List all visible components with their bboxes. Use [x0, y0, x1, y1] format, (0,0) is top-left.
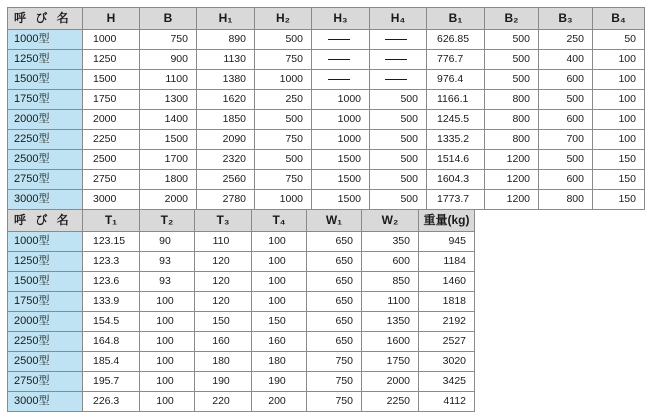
table-cell: 50 — [593, 30, 645, 50]
table-cell: 776.7 — [427, 50, 485, 70]
table-cell: 1000 — [83, 30, 140, 50]
table-row — [8, 130, 645, 150]
table-row — [8, 110, 645, 130]
table-cell: 1300 — [140, 90, 197, 110]
table-cell: 650 — [307, 232, 362, 252]
table-cell: 2560 — [197, 170, 255, 190]
table-cell: 200 — [252, 392, 307, 412]
column-header: H₁ — [197, 8, 255, 30]
table-cell: 154.5 — [83, 312, 140, 332]
table-cell: 1750 — [362, 352, 419, 372]
table-cell: 1200 — [485, 170, 539, 190]
table-cell: 1100 — [140, 70, 197, 90]
table-cell: 1460 — [419, 272, 475, 292]
table-cell: 500 — [485, 50, 539, 70]
table-cell: 2000 — [362, 372, 419, 392]
table-cell: 195.7 — [83, 372, 140, 392]
model-name-cell: 2750型 — [8, 170, 83, 190]
table-row — [8, 312, 475, 332]
table-cell: 90 — [140, 232, 195, 252]
table-cell: 110 — [195, 232, 252, 252]
table-cell: 650 — [307, 272, 362, 292]
model-name-cell: 2250型 — [8, 130, 83, 150]
table-cell: 2780 — [197, 190, 255, 210]
table-cell: 1000 — [255, 70, 312, 90]
table-cell: 250 — [539, 30, 593, 50]
dash-mark — [328, 39, 350, 40]
table-cell: 123.6 — [83, 272, 140, 292]
table-cell: 600 — [539, 110, 593, 130]
table-cell: 3020 — [419, 352, 475, 372]
table-cell: 850 — [362, 272, 419, 292]
table-cell: 500 — [255, 150, 312, 170]
table-cell: 1350 — [362, 312, 419, 332]
table-cell: 93 — [140, 252, 195, 272]
table-cell: 164.8 — [83, 332, 140, 352]
table-cell — [312, 70, 370, 90]
table-cell: 185.4 — [83, 352, 140, 372]
table-row — [8, 392, 475, 412]
column-header: 重量(kg) — [419, 210, 475, 232]
table-cell: 500 — [255, 30, 312, 50]
table-cell: 100 — [252, 232, 307, 252]
table-2-header — [8, 210, 475, 232]
table-cell: 100 — [593, 90, 645, 110]
table-cell: 123.15 — [83, 232, 140, 252]
table-cell: 945 — [419, 232, 475, 252]
table-cell: 750 — [307, 352, 362, 372]
model-name-cell: 2250型 — [8, 332, 83, 352]
table-cell: 1245.5 — [427, 110, 485, 130]
column-header: B₄ — [593, 8, 645, 30]
dimension-table-2 — [7, 209, 475, 412]
column-header: B₃ — [539, 8, 593, 30]
table-cell — [370, 30, 427, 50]
table-cell: 93 — [140, 272, 195, 292]
table-cell: 500 — [370, 150, 427, 170]
table-cell: 600 — [539, 170, 593, 190]
model-name-cell: 1250型 — [8, 252, 83, 272]
table-cell: 1773.7 — [427, 190, 485, 210]
table-cell: 750 — [255, 130, 312, 150]
table-cell: 750 — [255, 50, 312, 70]
table-cell: 190 — [195, 372, 252, 392]
table-cell: 1500 — [312, 150, 370, 170]
model-name-cell: 2750型 — [8, 372, 83, 392]
table-cell: 1166.1 — [427, 90, 485, 110]
table-cell: 120 — [195, 272, 252, 292]
model-name-cell: 1000型 — [8, 232, 83, 252]
table-cell: 150 — [593, 150, 645, 170]
model-name-cell: 1000型 — [8, 30, 83, 50]
table-cell: 4112 — [419, 392, 475, 412]
table-cell: 100 — [140, 332, 195, 352]
table-row — [8, 150, 645, 170]
table-row — [8, 232, 475, 252]
table-row — [8, 50, 645, 70]
table-cell: 1500 — [83, 70, 140, 90]
table-cell: 100 — [140, 352, 195, 372]
table-cell: 500 — [370, 110, 427, 130]
model-name-cell: 1750型 — [8, 90, 83, 110]
table-row — [8, 30, 645, 50]
table-cell: 500 — [370, 170, 427, 190]
dash-mark — [328, 59, 350, 60]
table-cell: 750 — [255, 170, 312, 190]
column-header: B₁ — [427, 8, 485, 30]
table-cell: 900 — [140, 50, 197, 70]
table-cell: 1500 — [140, 130, 197, 150]
table-cell: 2500 — [83, 150, 140, 170]
table-cell: 1000 — [312, 110, 370, 130]
table-cell: 160 — [195, 332, 252, 352]
table-cell: 190 — [252, 372, 307, 392]
table-cell: 1335.2 — [427, 130, 485, 150]
table-cell: 1750 — [83, 90, 140, 110]
column-header: H₃ — [312, 8, 370, 30]
table-row — [8, 252, 475, 272]
table-cell: 600 — [362, 252, 419, 272]
table-cell: 2192 — [419, 312, 475, 332]
table-cell: 1200 — [485, 190, 539, 210]
model-name-cell: 2000型 — [8, 312, 83, 332]
table-cell: 1400 — [140, 110, 197, 130]
column-header-name: 呼 び 名 — [8, 8, 83, 30]
table-cell: 150 — [252, 312, 307, 332]
table-cell: 650 — [307, 292, 362, 312]
table-cell: 100 — [593, 50, 645, 70]
table-cell: 650 — [307, 332, 362, 352]
table-row — [8, 170, 645, 190]
table-cell: 150 — [593, 190, 645, 210]
table-cell: 1500 — [312, 190, 370, 210]
table-cell — [312, 30, 370, 50]
table-cell: 100 — [140, 392, 195, 412]
model-name-cell: 2500型 — [8, 150, 83, 170]
table-cell: 500 — [539, 90, 593, 110]
table-cell: 1514.6 — [427, 150, 485, 170]
table-cell: 100 — [593, 70, 645, 90]
table-cell: 626.85 — [427, 30, 485, 50]
table-cell: 2250 — [83, 130, 140, 150]
table-cell: 1000 — [312, 90, 370, 110]
table-cell: 500 — [485, 30, 539, 50]
table-row — [8, 352, 475, 372]
table-cell: 1000 — [312, 130, 370, 150]
dimension-table-1 — [7, 7, 645, 210]
table-cell: 1800 — [140, 170, 197, 190]
table-cell: 100 — [252, 292, 307, 312]
table-cell: 1380 — [197, 70, 255, 90]
table-cell: 123.3 — [83, 252, 140, 272]
table-cell: 120 — [195, 292, 252, 312]
column-header: W₁ — [307, 210, 362, 232]
table-cell: 500 — [485, 70, 539, 90]
table-row — [8, 190, 645, 210]
table-row — [8, 372, 475, 392]
table-cell — [370, 70, 427, 90]
table-cell: 800 — [485, 110, 539, 130]
table-cell: 100 — [140, 312, 195, 332]
model-name-cell: 1500型 — [8, 272, 83, 292]
table-cell: 100 — [252, 252, 307, 272]
model-name-cell: 2000型 — [8, 110, 83, 130]
table-cell: 2750 — [83, 170, 140, 190]
model-name-cell: 3000型 — [8, 190, 83, 210]
table-cell: 650 — [307, 312, 362, 332]
table-cell: 976.4 — [427, 70, 485, 90]
table-cell: 750 — [307, 372, 362, 392]
table-cell: 220 — [195, 392, 252, 412]
table-cell: 2090 — [197, 130, 255, 150]
table-cell: 600 — [539, 70, 593, 90]
table-cell: 2320 — [197, 150, 255, 170]
column-header: W₂ — [362, 210, 419, 232]
table-cell: 1500 — [312, 170, 370, 190]
column-header: B — [140, 8, 197, 30]
table-cell: 2527 — [419, 332, 475, 352]
model-name-cell: 1500型 — [8, 70, 83, 90]
column-header: B₂ — [485, 8, 539, 30]
model-name-cell: 1750型 — [8, 292, 83, 312]
table-row — [8, 292, 475, 312]
table-cell: 1700 — [140, 150, 197, 170]
model-name-cell: 2500型 — [8, 352, 83, 372]
table-row — [8, 70, 645, 90]
table-cell — [370, 50, 427, 70]
table-cell: 750 — [140, 30, 197, 50]
table-cell: 890 — [197, 30, 255, 50]
table-cell: 700 — [539, 130, 593, 150]
dash-mark — [385, 79, 407, 80]
table-cell: 1250 — [83, 50, 140, 70]
table-cell: 500 — [370, 130, 427, 150]
table-1-header — [8, 8, 645, 30]
table-cell — [312, 50, 370, 70]
table-cell: 180 — [195, 352, 252, 372]
table-cell: 150 — [593, 170, 645, 190]
table-cell: 180 — [252, 352, 307, 372]
column-header: T₂ — [140, 210, 195, 232]
column-header: H₄ — [370, 8, 427, 30]
table-cell: 1100 — [362, 292, 419, 312]
table-cell: 100 — [593, 130, 645, 150]
column-header-name: 呼 び 名 — [8, 210, 83, 232]
table-cell: 500 — [539, 150, 593, 170]
table-cell: 226.3 — [83, 392, 140, 412]
table-cell: 100 — [140, 372, 195, 392]
dash-mark — [385, 59, 407, 60]
column-header: H — [83, 8, 140, 30]
table-cell: 650 — [307, 252, 362, 272]
table-cell: 250 — [255, 90, 312, 110]
table-cell: 2250 — [362, 392, 419, 412]
table-cell: 1000 — [255, 190, 312, 210]
table-cell: 3425 — [419, 372, 475, 392]
table-cell: 3000 — [83, 190, 140, 210]
table-cell: 2000 — [83, 110, 140, 130]
table-cell: 500 — [370, 190, 427, 210]
table-cell: 1604.3 — [427, 170, 485, 190]
table-cell: 800 — [485, 90, 539, 110]
column-header: T₁ — [83, 210, 140, 232]
table-cell: 400 — [539, 50, 593, 70]
table-cell: 100 — [252, 272, 307, 292]
table-cell: 1184 — [419, 252, 475, 272]
table-cell: 133.9 — [83, 292, 140, 312]
table-row — [8, 332, 475, 352]
column-header: H₂ — [255, 8, 312, 30]
dash-mark — [328, 79, 350, 80]
table-cell: 100 — [140, 292, 195, 312]
table-cell: 500 — [255, 110, 312, 130]
table-cell: 1620 — [197, 90, 255, 110]
table-cell: 1200 — [485, 150, 539, 170]
table-cell: 1818 — [419, 292, 475, 312]
table-cell: 500 — [370, 90, 427, 110]
table-cell: 800 — [539, 190, 593, 210]
table-cell: 350 — [362, 232, 419, 252]
table-cell: 120 — [195, 252, 252, 272]
table-cell: 2000 — [140, 190, 197, 210]
table-row — [8, 272, 475, 292]
table-cell: 750 — [307, 392, 362, 412]
table-cell: 1850 — [197, 110, 255, 130]
table-cell: 100 — [593, 110, 645, 130]
column-header: T₄ — [252, 210, 307, 232]
dash-mark — [385, 39, 407, 40]
table-cell: 160 — [252, 332, 307, 352]
table-cell: 1600 — [362, 332, 419, 352]
model-name-cell: 3000型 — [8, 392, 83, 412]
column-header: T₃ — [195, 210, 252, 232]
table-cell: 150 — [195, 312, 252, 332]
table-cell: 800 — [485, 130, 539, 150]
table-cell: 1130 — [197, 50, 255, 70]
table-row — [8, 90, 645, 110]
model-name-cell: 1250型 — [8, 50, 83, 70]
